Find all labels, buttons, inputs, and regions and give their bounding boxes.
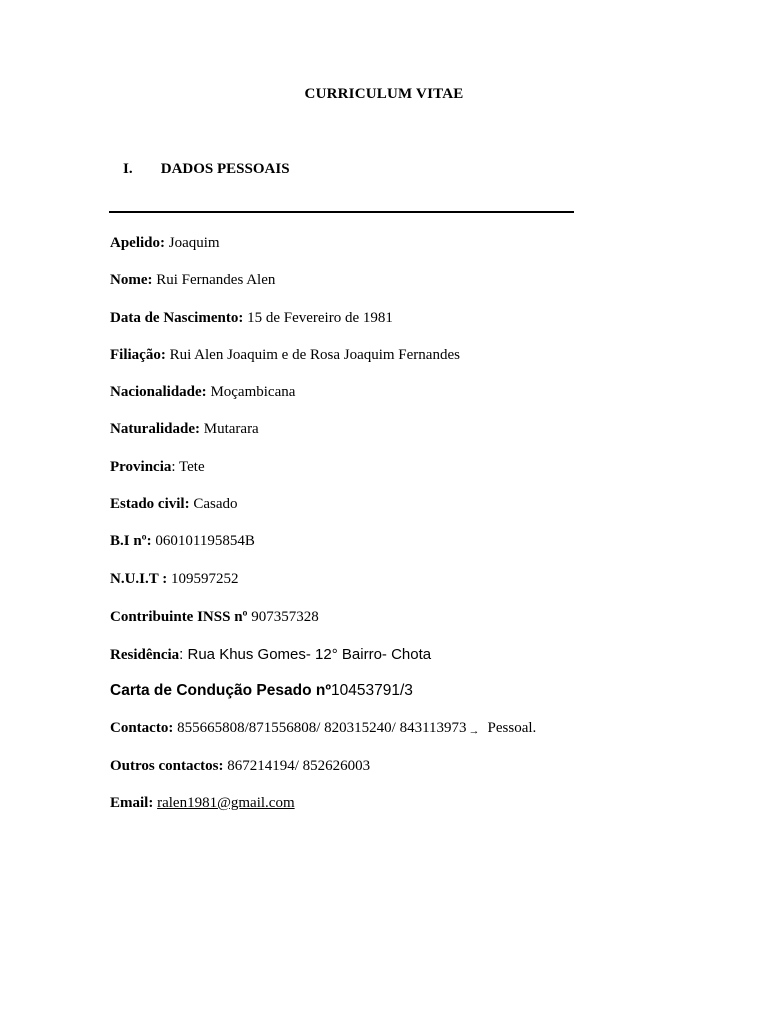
field-value: 060101195854B	[155, 533, 255, 549]
field-value: : Tete	[171, 459, 205, 475]
field-value: 907357328	[251, 609, 319, 625]
field-label: B.I nº:	[110, 533, 152, 549]
field-label: N.U.I.T :	[110, 571, 168, 587]
field-label: Email:	[110, 795, 154, 811]
field-label: Filiação:	[110, 347, 166, 363]
field-label: Nacionalidade:	[110, 384, 207, 400]
field-provincia	[110, 459, 205, 476]
field-label: Naturalidade:	[110, 421, 200, 437]
email-link[interactable]: ralen1981@gmail.com	[157, 795, 295, 811]
field-value: Moçambicana	[210, 384, 296, 400]
field-value: Casado	[193, 496, 238, 512]
section-title: DADOS PESSOAIS	[160, 161, 290, 177]
field-value: 109597252	[170, 571, 239, 587]
field-value: 15 de Fevereiro de 1981	[247, 310, 393, 326]
field-label: Apelido:	[110, 235, 166, 251]
field-contacto	[110, 720, 536, 737]
arrow-right-icon: →	[468, 725, 480, 737]
field-value: Rui Fernandes Alen	[156, 272, 276, 288]
field-estado-civil	[110, 496, 238, 513]
field-label: Nome:	[110, 272, 153, 288]
field-value: Rui Alen Joaquim e de Rosa Joaquim Fernandes	[169, 347, 460, 363]
field-value: : Rua Khus Gomes- 12° Bairro- Chota	[179, 646, 432, 663]
field-nuit	[110, 571, 238, 588]
field-nome	[110, 272, 275, 289]
field-carta-conducao	[110, 682, 413, 700]
field-naturalidade	[110, 421, 259, 438]
field-label: Outros contactos:	[110, 758, 224, 774]
field-data-nascimento	[110, 310, 393, 327]
field-suffix: Pessoal.	[487, 720, 537, 736]
field-email	[110, 795, 295, 812]
document-title: CURRICULUM VITAE	[304, 86, 464, 102]
field-value: 867214194/ 852626003	[227, 758, 371, 774]
field-inss	[110, 609, 319, 626]
field-value: Joaquim	[168, 235, 220, 251]
field-label: Contacto:	[110, 720, 174, 736]
field-filiacao	[110, 347, 460, 364]
section-divider	[109, 211, 574, 213]
field-label: Contribuinte INSS nº	[110, 609, 248, 625]
field-value: 855665808/871556808/ 820315240/ 843113973	[177, 720, 467, 736]
section-heading	[123, 161, 290, 178]
field-label: Estado civil:	[110, 496, 190, 512]
field-label: Residência	[110, 647, 180, 663]
field-bi	[110, 533, 255, 550]
section-number: I.	[123, 161, 133, 177]
field-label: Provincia	[110, 459, 172, 475]
field-residencia	[110, 646, 431, 664]
field-nacionalidade	[110, 384, 295, 401]
field-outros-contactos	[110, 758, 370, 775]
field-value: 10453791/3	[330, 682, 413, 699]
field-value: Mutarara	[203, 421, 259, 437]
field-label: Data de Nascimento:	[110, 310, 244, 326]
field-label: Carta de Condução Pesado nº	[110, 682, 331, 699]
field-apelido	[110, 235, 220, 252]
